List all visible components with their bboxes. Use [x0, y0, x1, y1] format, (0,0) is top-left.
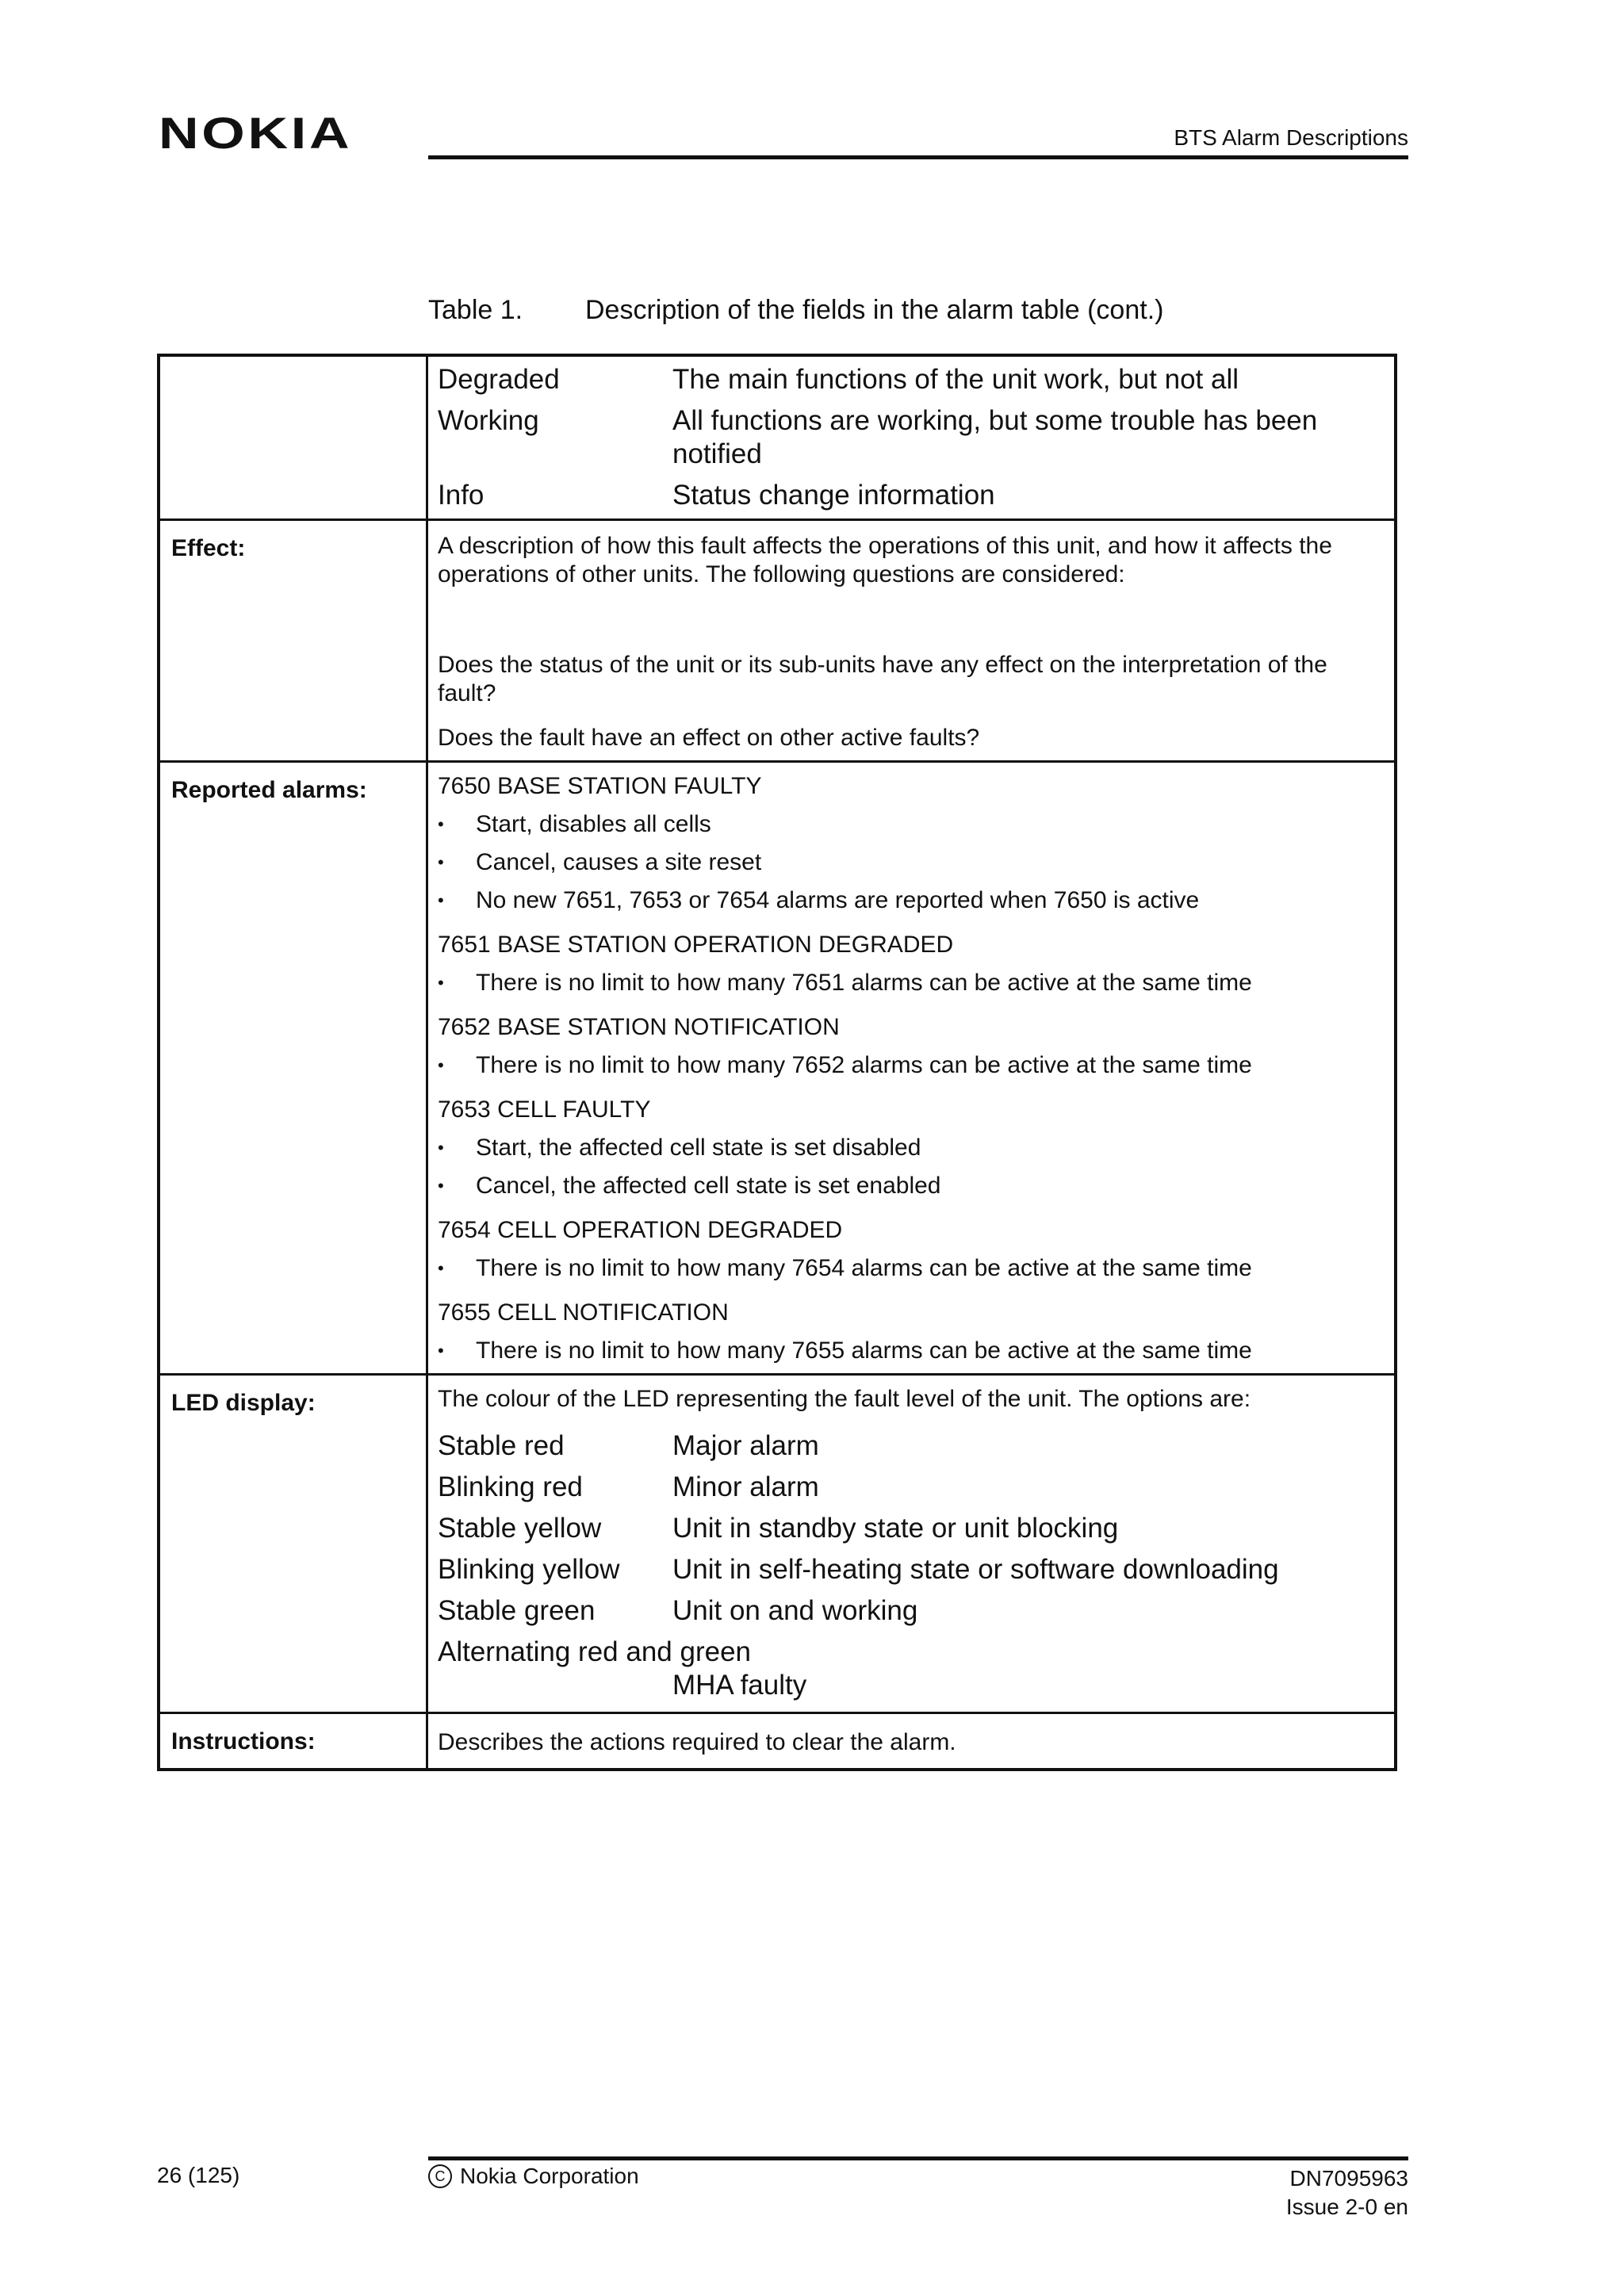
led-state: Stable red [438, 1430, 565, 1461]
alarm-fields-table [157, 354, 1397, 1771]
alarm-bullet [438, 1172, 1381, 1200]
document-id-block [1286, 2164, 1408, 2221]
instructions-cell [428, 1714, 1394, 1768]
led-state: Stable green [438, 1595, 596, 1626]
alarm-bullet [438, 1254, 1381, 1283]
table-caption-text: Description of the fields in the alarm table (cont.) [585, 295, 1164, 325]
effect-label: Effect: [160, 521, 428, 760]
alarm-group [438, 1096, 1381, 1200]
led-option [438, 1512, 1381, 1545]
led-state: Stable yellow [438, 1513, 602, 1544]
alarm-bullet [438, 886, 1381, 915]
severity-item [438, 404, 1381, 471]
severity-label-cell [160, 357, 428, 519]
table-row-effect [160, 519, 1394, 760]
alarm-title: 7654 CELL OPERATION DEGRADED [438, 1217, 843, 1243]
table-row-led-display [160, 1373, 1394, 1712]
copyright [428, 2164, 639, 2188]
alarm-bullet-text: No new 7651, 7653 or 7654 alarms are reported when 7650 is active [476, 887, 1200, 913]
severity-cell [428, 357, 1394, 519]
severity-item [438, 363, 1381, 396]
bullet-icon: • [438, 1055, 444, 1075]
alarm-bullet-text: Start, the affected cell state is set disabled [476, 1135, 921, 1161]
alarm-group [438, 1013, 1381, 1080]
alarm-bullet [438, 810, 1381, 839]
alarm-bullet-text: There is no limit to how many 7654 alarms can be active at the same time [476, 1255, 1252, 1281]
alarm-bullet-text: Start, disables all cells [476, 811, 711, 837]
led-state: Blinking red [438, 1471, 583, 1502]
bullet-icon: • [438, 1258, 444, 1278]
led-display-label: LED display: [160, 1376, 428, 1712]
alarm-bullet-text: Cancel, the affected cell state is set enabled [476, 1173, 941, 1199]
header-rule [428, 155, 1408, 159]
alarm-group [438, 931, 1381, 997]
led-option [438, 1429, 1381, 1463]
alarm-title: 7651 BASE STATION OPERATION DEGRADED [438, 932, 954, 958]
alarm-bullet-text: There is no limit to how many 7655 alarms can be active at the same time [476, 1337, 1252, 1364]
led-option [438, 1553, 1381, 1586]
table-row-severity [160, 357, 1394, 519]
bullet-icon: • [438, 852, 444, 872]
led-meaning: Unit on and working [672, 1595, 918, 1626]
effect-paragraph: Does the fault have an effect on other active faults? [438, 725, 980, 751]
bullet-icon: • [438, 1341, 444, 1360]
alarm-bullet [438, 1134, 1381, 1162]
reported-alarms-cell [428, 763, 1394, 1373]
table-row-reported-alarms [160, 760, 1394, 1373]
alarm-bullet [438, 1051, 1381, 1080]
severity-term: Degraded [438, 364, 560, 395]
effect-cell [428, 521, 1394, 760]
led-state: Alternating red and green [438, 1636, 751, 1667]
effect-paragraph: A description of how this fault affects the operations of this unit, and how it affects the operations of other units. The following questions are considered: [438, 533, 1332, 587]
led-option-alternating-meaning-row [438, 1669, 1381, 1702]
alarm-bullet-text: There is no limit to how many 7652 alarms can be active at the same time [476, 1052, 1252, 1078]
led-meaning: MHA faulty [672, 1670, 807, 1701]
bullet-icon: • [438, 814, 444, 834]
reported-alarms-label: Reported alarms: [160, 763, 428, 1373]
led-meaning: Unit in self-heating state or software downloading [672, 1554, 1279, 1585]
led-meaning: Minor alarm [672, 1471, 819, 1502]
led-meaning: Unit in standby state or unit blocking [672, 1513, 1119, 1544]
led-option [438, 1594, 1381, 1628]
alarm-group [438, 772, 1381, 915]
footer-rule [428, 2156, 1408, 2160]
led-intro: The colour of the LED representing the fault level of the unit. The options are: [438, 1386, 1251, 1412]
severity-desc: The main functions of the unit work, but not all [672, 364, 1239, 395]
effect-paragraph: Does the status of the unit or its sub-units have any effect on the interpretation of the fault? [438, 652, 1327, 706]
bullet-icon: • [438, 1138, 444, 1158]
header-title: BTS Alarm Descriptions [1174, 125, 1408, 150]
alarm-title: 7653 CELL FAULTY [438, 1096, 651, 1123]
copyright-text: Nokia Corporation [460, 2164, 639, 2188]
document-id: DN7095963 [1289, 2166, 1408, 2191]
severity-term: Info [438, 480, 485, 511]
severity-item [438, 479, 1381, 512]
bullet-icon: • [438, 973, 444, 993]
led-option [438, 1471, 1381, 1504]
led-state: Blinking yellow [438, 1554, 620, 1585]
instructions-label: Instructions: [160, 1714, 428, 1768]
severity-term: Working [438, 405, 539, 436]
alarm-group [438, 1299, 1381, 1365]
nokia-logo: NOKIA [159, 108, 353, 158]
issue-number: Issue 2-0 en [1285, 2195, 1408, 2219]
severity-desc: Status change information [672, 480, 995, 511]
instructions-text: Describes the actions required to clear the alarm. [438, 1729, 956, 1755]
alarm-title: 7652 BASE STATION NOTIFICATION [438, 1014, 840, 1040]
table-row-instructions [160, 1712, 1394, 1768]
led-display-cell [428, 1376, 1394, 1712]
bullet-icon: • [438, 890, 444, 910]
led-option-alternating [438, 1636, 1381, 1669]
alarm-bullet [438, 1337, 1381, 1365]
table-caption [428, 297, 1163, 323]
table-caption-number: Table 1. [428, 295, 523, 325]
alarm-title: 7655 CELL NOTIFICATION [438, 1299, 729, 1326]
alarm-bullet [438, 969, 1381, 997]
page-number: 26 (125) [157, 2163, 240, 2187]
led-meaning: Major alarm [672, 1430, 819, 1461]
bullet-icon: • [438, 1176, 444, 1196]
alarm-group [438, 1216, 1381, 1283]
alarm-bullet [438, 848, 1381, 877]
alarm-bullet-text: Cancel, causes a site reset [476, 849, 762, 875]
alarm-bullet-text: There is no limit to how many 7651 alarms can be active at the same time [476, 970, 1252, 996]
alarm-title: 7650 BASE STATION FAULTY [438, 773, 762, 799]
copyright-icon: C [428, 2164, 452, 2188]
severity-desc: All functions are working, but some trouble has been notified [672, 405, 1318, 469]
